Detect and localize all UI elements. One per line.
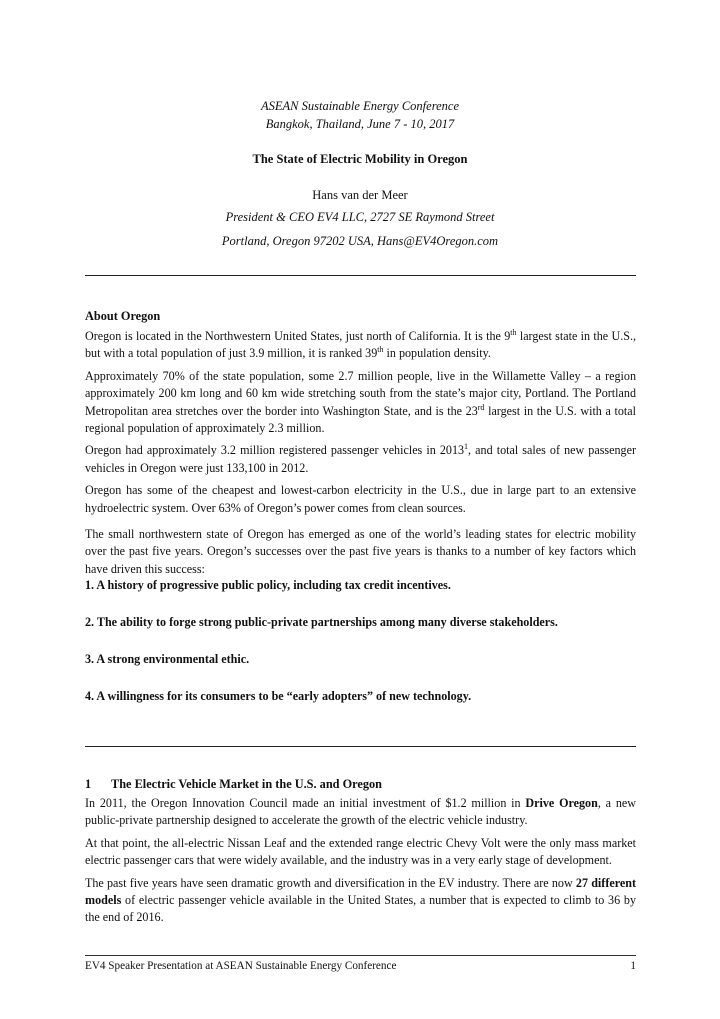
footer-divider [85,955,636,956]
author-name: Hans van der Meer [312,188,408,202]
section-1-paragraph-2: At that point, the all-electric Nissan Leaf and the extended range electric Chevy Volt were the only mass market electric passenger cars that were widely available, and the industry was in a very early stage of development. [85,835,636,868]
section-divider [85,746,636,747]
factor-3: 3. A strong environmental ethic. [85,652,250,666]
about-paragraph-1: Oregon is located in the Northwestern United States, just north of California. It is the 9th largest state in the U.S., but with a total population of just 3.9 million, it is ranked 39th in population density. [85,327,637,361]
factor-2: 2. The ability to forge strong public-private partnerships among many diverse stakeholders. [85,615,558,629]
about-paragraph-2: Approximately 70% of the state population, some 2.7 million people, live in the Willamette Valley – a region approximately 200 km long and 60 km wide stretching south from the state’s major city, Portland. The Portland Metropolitan area stretches over the border into Washington State, and is the 23rd largest in the U.S. with a total regional population of approximately 2.3 million. [85,368,636,436]
section-1-title: The Electric Vehicle Market in the U.S. and Oregon [111,777,382,791]
factor-4: 4. A willingness for its consumers to be “early adopters” of new technology. [85,689,472,703]
author-affiliation: President & CEO EV4 LLC, 2727 SE Raymond Street [225,210,495,224]
section-1-paragraph-3: The past five years have seen dramatic growth and diversification in the EV industry. There are now 27 different models of electric passenger vehicle available in the United States, a number that is expected to climb to 36 by the end of 2016. [85,875,636,925]
header-divider [85,275,636,276]
conference-location-date: Bangkok, Thailand, June 7 - 10, 2017 [265,117,455,131]
about-section [85,328,636,517]
section-1-body [85,795,636,927]
page-footer [85,960,636,972]
about-paragraph-4: Oregon has some of the cheapest and lowest-carbon electricity in the U.S., due in large part to an extensive hydroelectric system. Over 63% of Oregon’s power comes from clean sources. [85,483,636,515]
about-heading: About Oregon [85,309,161,323]
intro-paragraph: The small northwestern state of Oregon has emerged as one of the world’s leading states for electric mobility over the past five years. Oregon’s successes over the past five years is thanks to a number of key factors which have driven this success: [85,527,636,576]
section-1-heading [85,777,636,792]
conference-name: ASEAN Sustainable Energy Conference [261,99,459,113]
paper-title: The State of Electric Mobility in Oregon [252,152,468,166]
page-number: 1 [630,960,636,972]
author-address: Portland, Oregon 97202 USA, Hans@EV4Oregon.com [221,234,499,248]
about-paragraph-3: Oregon had approximately 3.2 million registered passenger vehicles in 2013$^1$, and total sales of new passenger vehicles in Oregon were just 133,100 in 2012. [85,442,636,475]
section-1-number: 1 [85,777,92,791]
section-1-paragraph-1: In 2011, the Oregon Innovation Council made an initial investment of $1.2 million in Drive Oregon, a new public-private partnership designed to accelerate the growth of the electric vehicle industry. [85,796,636,828]
footer-text: EV4 Speaker Presentation at ASEAN Sustainable Energy Conference [85,960,397,972]
factor-1: 1. A history of progressive public policy, including tax credit incentives. [85,578,451,592]
